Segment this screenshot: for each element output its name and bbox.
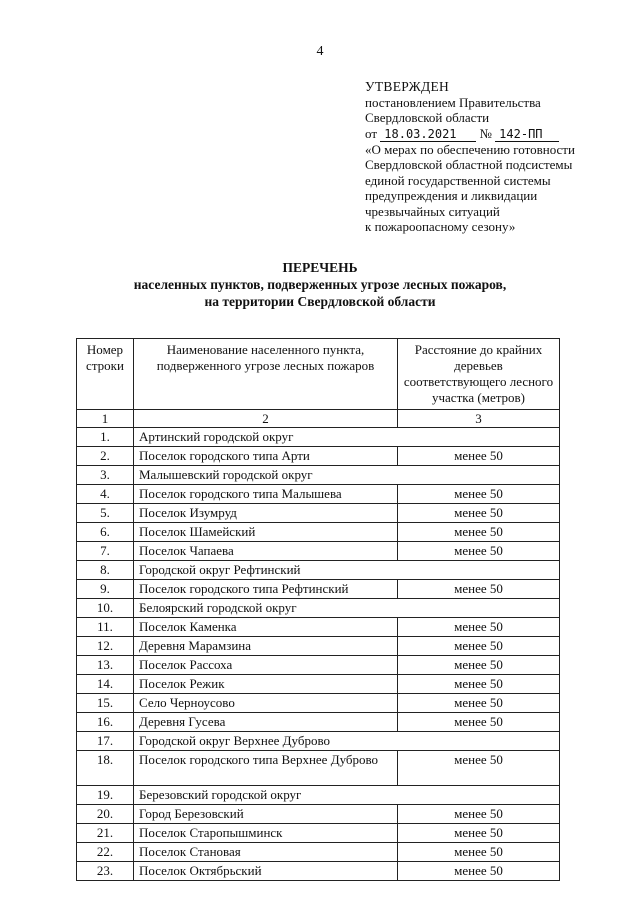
approval-subject-1: «О мерах по обеспечению готовности <box>365 141 575 157</box>
row-number: 18. <box>77 751 134 786</box>
settlement-name: Поселок городского типа Арти <box>134 447 398 466</box>
district-name: Артинский городской округ <box>134 428 560 447</box>
row-number: 16. <box>77 713 134 732</box>
table-row-group <box>77 428 560 447</box>
approval-subject-6: к пожароопасному сезону» <box>365 219 516 234</box>
document-title <box>0 259 640 310</box>
header-settlement-name: Наименование населенного пункта, подверженного угрозе лесных пожаров <box>134 339 398 410</box>
settlements-table <box>76 338 560 881</box>
settlement-name: Поселок Чапаева <box>134 542 398 561</box>
header-row-number: Номер строки <box>77 339 134 410</box>
approval-block <box>365 79 630 235</box>
distance-value: менее 50 <box>398 523 560 542</box>
row-number: 22. <box>77 843 134 862</box>
row-number: 17. <box>77 732 134 751</box>
table-row <box>77 694 560 713</box>
row-number: 5. <box>77 504 134 523</box>
table-row-group <box>77 466 560 485</box>
settlement-name: Поселок Рассоха <box>134 656 398 675</box>
row-number: 11. <box>77 618 134 637</box>
row-number: 10. <box>77 599 134 618</box>
number-label: № <box>479 125 492 141</box>
approval-by: постановлением Правительства <box>365 94 541 110</box>
row-number: 15. <box>77 694 134 713</box>
table-row <box>77 542 560 561</box>
row-number: 4. <box>77 485 134 504</box>
row-number: 20. <box>77 805 134 824</box>
row-number: 13. <box>77 656 134 675</box>
settlement-name: Деревня Гусева <box>134 713 398 732</box>
approval-subject-4: предупреждения и ликвидации <box>365 188 538 203</box>
settlement-name: Поселок городского типа Рефтинский <box>134 580 398 599</box>
settlement-name: Поселок Старопышминск <box>134 824 398 843</box>
distance-value: менее 50 <box>398 485 560 504</box>
table-row <box>77 656 560 675</box>
district-name: Малышевский городской округ <box>134 466 560 485</box>
distance-value: менее 50 <box>398 580 560 599</box>
distance-value: менее 50 <box>398 637 560 656</box>
settlement-name: Деревня Марамзина <box>134 637 398 656</box>
settlement-name: Поселок Шамейский <box>134 523 398 542</box>
from-label: от <box>365 125 378 141</box>
table-row-group <box>77 786 560 805</box>
approval-subject-3: единой государственной системы <box>365 172 551 188</box>
column-index-row <box>77 410 560 428</box>
table-header-row <box>77 339 560 410</box>
header-distance: Расстояние до крайних деревьев соответствующего лесного участка (метров) <box>398 339 560 410</box>
distance-value: менее 50 <box>398 542 560 561</box>
row-number: 14. <box>77 675 134 694</box>
approval-subject-5: чрезвычайных ситуаций <box>365 203 500 219</box>
distance-value: менее 50 <box>398 805 560 824</box>
decree-number: 142-ПП <box>495 128 559 142</box>
distance-value: менее 50 <box>398 447 560 466</box>
distance-value: менее 50 <box>398 843 560 862</box>
row-number: 19. <box>77 786 134 805</box>
table-row <box>77 824 560 843</box>
settlement-name: Поселок Становая <box>134 843 398 862</box>
distance-value: менее 50 <box>398 862 560 881</box>
column-index-2: 2 <box>134 410 398 428</box>
row-number: 8. <box>77 561 134 580</box>
settlement-name: Поселок Октябрьский <box>134 862 398 881</box>
settlement-name: Поселок городского типа Малышева <box>134 485 398 504</box>
settlement-name: Село Черноусово <box>134 694 398 713</box>
row-number: 21. <box>77 824 134 843</box>
settlement-name: Поселок Каменка <box>134 618 398 637</box>
table-row-group <box>77 599 560 618</box>
title-line-2: на территории Свердловской области <box>204 294 436 309</box>
district-name: Городской округ Рефтинский <box>134 561 560 580</box>
row-number: 7. <box>77 542 134 561</box>
settlement-name: Поселок городского типа Верхнее Дуброво <box>134 751 398 786</box>
column-index-1: 1 <box>77 410 134 428</box>
row-number: 2. <box>77 447 134 466</box>
distance-value: менее 50 <box>398 713 560 732</box>
table-row <box>77 485 560 504</box>
table-row <box>77 843 560 862</box>
approval-head: УТВЕРЖДЕН <box>365 79 450 94</box>
district-name: Белоярский городской округ <box>134 599 560 618</box>
table-row <box>77 805 560 824</box>
row-number: 23. <box>77 862 134 881</box>
approval-date-line <box>365 126 630 142</box>
table-row <box>77 637 560 656</box>
table-row <box>77 618 560 637</box>
settlement-name: Поселок Изумруд <box>134 504 398 523</box>
table-row <box>77 675 560 694</box>
distance-value: менее 50 <box>398 694 560 713</box>
title-line-1: населенных пунктов, подверженных угрозе лесных пожаров, <box>133 277 507 292</box>
distance-value: менее 50 <box>398 751 560 786</box>
table-row <box>77 523 560 542</box>
page-number: 4 <box>316 44 324 59</box>
table-row <box>77 862 560 881</box>
table-row <box>77 580 560 599</box>
table-row <box>77 447 560 466</box>
approval-subject-2: Свердловской областной подсистемы <box>365 157 573 172</box>
row-number: 3. <box>77 466 134 485</box>
district-name: Городской округ Верхнее Дуброво <box>134 732 560 751</box>
row-number: 9. <box>77 580 134 599</box>
distance-value: менее 50 <box>398 675 560 694</box>
row-number: 6. <box>77 523 134 542</box>
decree-date: 18.03.2021 <box>380 128 476 142</box>
table-row <box>77 504 560 523</box>
distance-value: менее 50 <box>398 656 560 675</box>
table-row <box>77 713 560 732</box>
district-name: Березовский городской округ <box>134 786 560 805</box>
settlement-name: Город Березовский <box>134 805 398 824</box>
distance-value: менее 50 <box>398 618 560 637</box>
table-row <box>77 751 560 786</box>
column-index-3: 3 <box>398 410 560 428</box>
approval-region: Свердловской области <box>365 110 490 125</box>
row-number: 1. <box>77 428 134 447</box>
row-number: 12. <box>77 637 134 656</box>
title-heading: ПЕРЕЧЕНЬ <box>282 260 358 275</box>
table-row-group <box>77 732 560 751</box>
settlement-name: Поселок Режик <box>134 675 398 694</box>
distance-value: менее 50 <box>398 504 560 523</box>
distance-value: менее 50 <box>398 824 560 843</box>
table-row-group <box>77 561 560 580</box>
